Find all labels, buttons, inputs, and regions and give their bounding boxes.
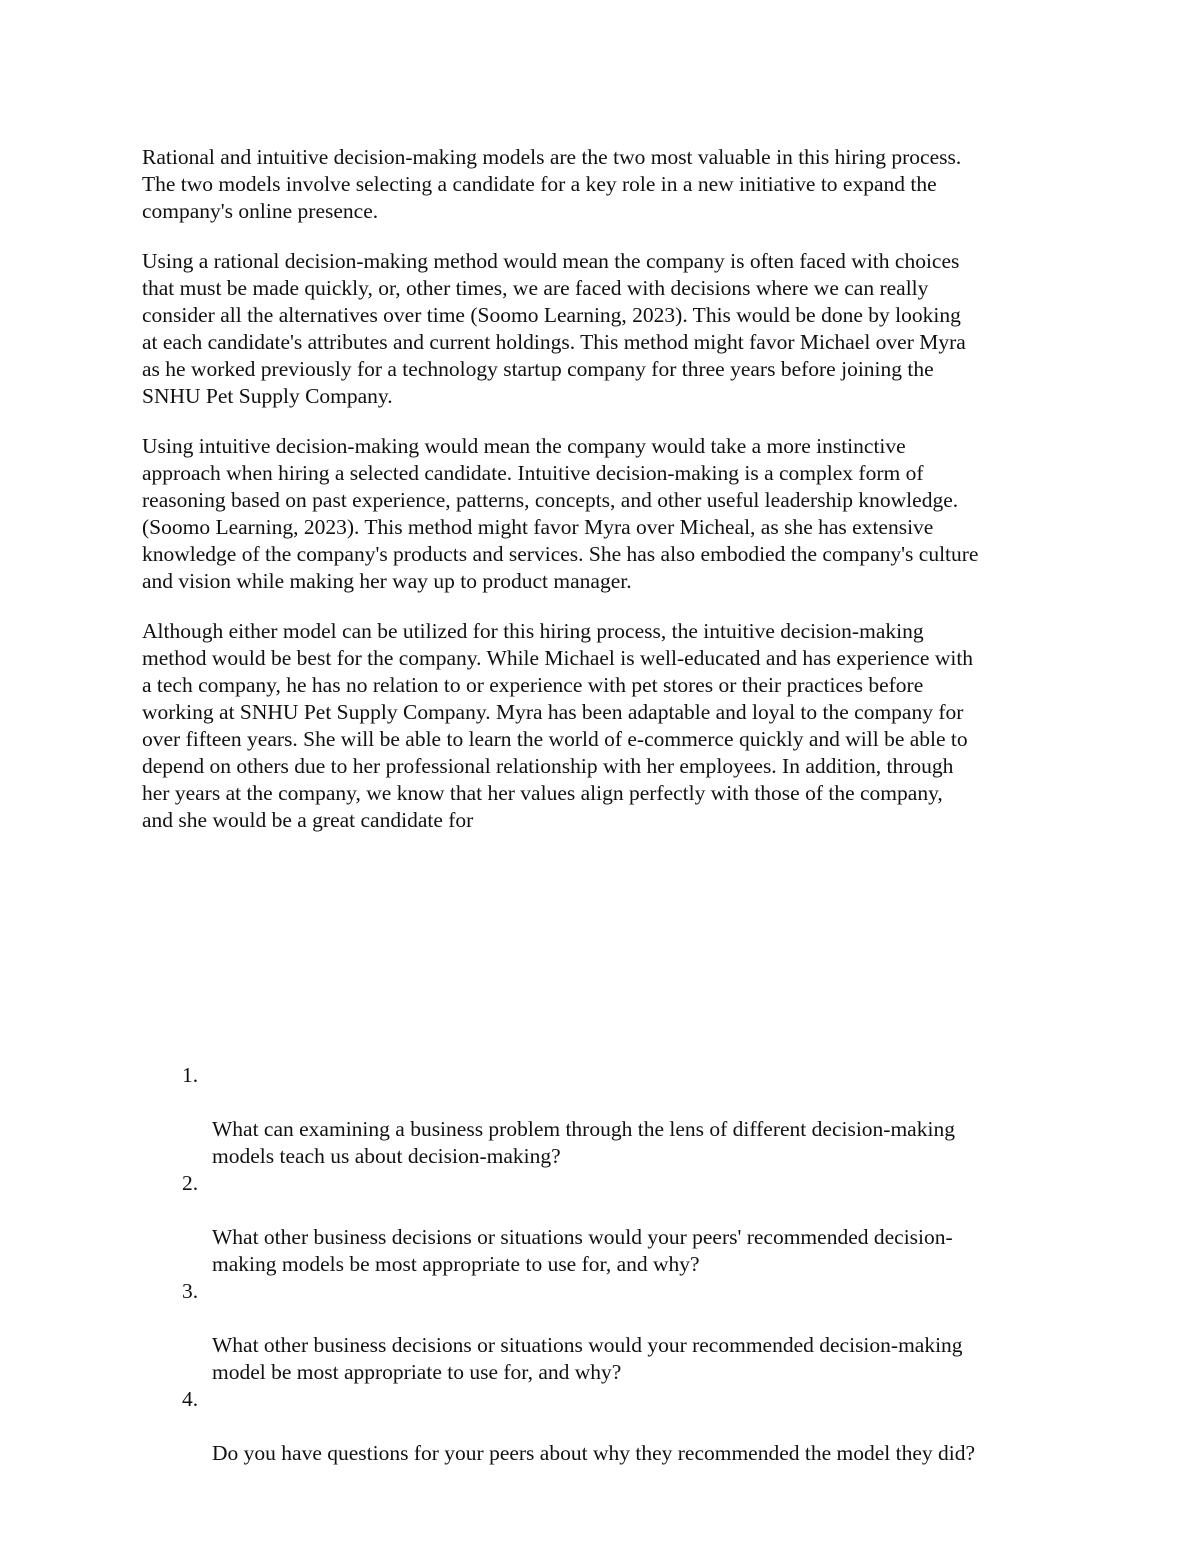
list-item-text: What other business decisions or situations would your recommended decision-making model be most appropriate to use for, and why? bbox=[212, 1333, 963, 1384]
paragraph-intuitive: Using intuitive decision-making would mean the company would take a more instinctive approach when hiring a selected candidate. Intuitive decision-making is a complex form of reasoning based on past experience, patterns, concepts, and other useful leadership knowledge. (Soomo Learning, 2023). This method might favor Myra over Micheal, as she has extensive knowledge of the company's products and services. She has also embodied the company's culture and vision while making her way up to product manager. bbox=[142, 434, 979, 593]
list-item bbox=[182, 1386, 1062, 1467]
list-item-number: 2. bbox=[182, 1171, 199, 1195]
list-item-number: 3. bbox=[182, 1279, 199, 1303]
list-item bbox=[182, 1278, 1062, 1386]
list-item-number: 4. bbox=[182, 1387, 199, 1411]
list-item-text: What can examining a business problem through the lens of different decision-making models teach us about decision-making? bbox=[212, 1117, 955, 1168]
body-text bbox=[142, 144, 1072, 857]
list-item-number: 1. bbox=[182, 1063, 199, 1087]
paragraph-conclusion: Although either model can be utilized for this hiring process, the intuitive decision-making method would be best for the company. While Michael is well-educated and has experience with a tech company, he has no relation to or experience with pet stores or their practices before working at SNHU Pet Supply Company. Myra has been adaptable and loyal to the company for over fifteen years. She will be able to learn the world of e-commerce quickly and will be able to depend on others due to her professional relationship with her employees. In addition, through her years at the company, we know that her values align perfectly with those of the company, and she would be a great candidate for bbox=[142, 619, 974, 832]
paragraph-intro: Rational and intuitive decision-making models are the two most valuable in this hiring process. The two models involve selecting a candidate for a key role in a new initiative to expand the company's online presence. bbox=[142, 145, 962, 223]
discussion-questions-list bbox=[182, 1062, 1062, 1467]
list-item bbox=[182, 1170, 1062, 1278]
list-item-text: Do you have questions for your peers about why they recommended the model they did? bbox=[212, 1441, 976, 1465]
paragraph-rational: Using a rational decision-making method would mean the company is often faced with choices that must be made quickly, or, other times, we are faced with decisions where we can really consider all the alternatives over time (Soomo Learning, 2023). This would be done by looking at each candidate's attributes and current holdings. This method might favor Michael over Myra as he worked previously for a technology startup company for three years before joining the SNHU Pet Supply Company. bbox=[142, 249, 966, 408]
list-item-text: What other business decisions or situations would your peers' recommended decision- making models be most appropriate to use for, and why? bbox=[212, 1225, 953, 1276]
list-item bbox=[182, 1062, 1062, 1170]
